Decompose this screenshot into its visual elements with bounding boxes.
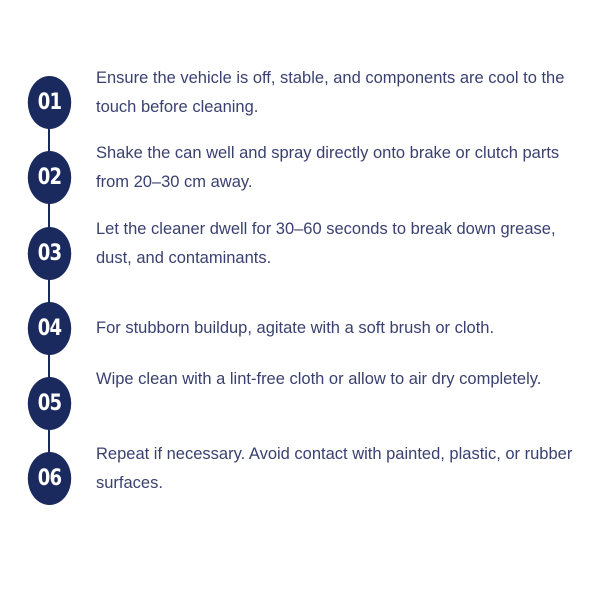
step-number-badge <box>28 76 71 129</box>
step-item <box>23 370 583 431</box>
step-item <box>23 445 583 506</box>
step-number-badge <box>28 227 71 280</box>
step-number: 01 <box>37 90 62 115</box>
step-number-badge <box>28 377 71 430</box>
step-text: Let the cleaner dwell for 30–60 seconds to break down grease, dust, and contaminants. <box>96 220 556 267</box>
step-item <box>23 220 583 281</box>
step-text: Ensure the vehicle is off, stable, and components are cool to the touch before cleaning. <box>96 69 565 116</box>
step-text: Shake the can well and spray directly onto brake or clutch parts from 20–30 cm away. <box>96 144 560 191</box>
step-item <box>23 302 583 356</box>
step-text: For stubborn buildup, agitate with a soft brush or cloth. <box>96 319 495 337</box>
step-number-badge <box>28 302 71 355</box>
step-number: 02 <box>37 165 62 190</box>
step-number: 06 <box>37 466 62 491</box>
step-item <box>23 144 583 205</box>
step-text: Wipe clean with a lint-free cloth or allow to air dry completely. <box>96 370 542 388</box>
step-number-badge <box>28 452 71 505</box>
step-item <box>23 69 583 130</box>
step-number: 05 <box>37 391 62 416</box>
step-number: 03 <box>37 241 62 266</box>
step-number-badge <box>28 151 71 204</box>
step-text: Repeat if necessary. Avoid contact with painted, plastic, or rubber surfaces. <box>96 445 573 492</box>
step-number: 04 <box>37 316 62 341</box>
